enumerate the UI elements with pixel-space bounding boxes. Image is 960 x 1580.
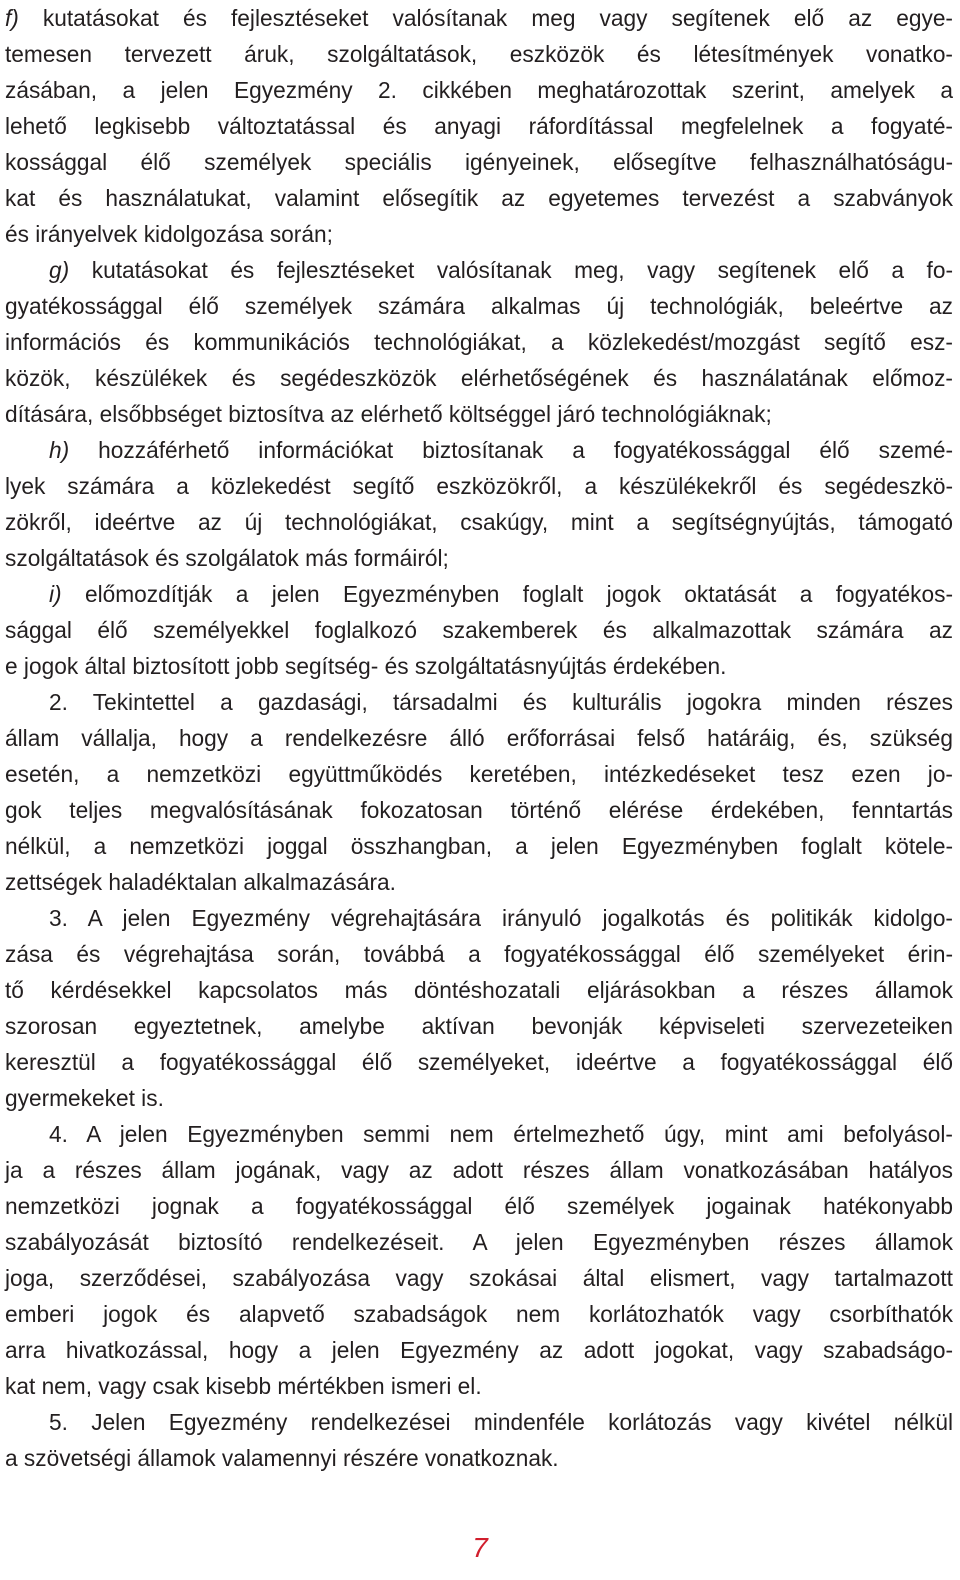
text-line: kossággal élő személyek speciális igényeinek, elősegítve felhasználhatóságu-	[5, 149, 953, 175]
text-line: 4. A jelen Egyezményben semmi nem értelmezhető úgy, mint ami befolyásol-	[49, 1121, 953, 1147]
line-text: kutatásokat és fejlesztéseket valósítanak meg vagy segítenek elő az egye-	[18, 5, 953, 31]
text-line: gok teljes megvalósításának fokozatosan történő elérése érdekében, fenntartás	[5, 797, 953, 823]
text-line: gyatékossággal élő személyek számára alkalmas új technológiák, beleértve az	[5, 293, 953, 319]
text-line	[5, 252, 953, 288]
text-line: információs és kommunikációs technológiákat, a közlekedést/mozgást segítő esz-	[5, 329, 953, 355]
text-line: esetén, a nemzetközi együttműködés keretében, intézkedéseket tesz ezen jo-	[5, 761, 953, 787]
text-line: temesen tervezett áruk, szolgáltatások, eszközök és létesítmények vonatko-	[5, 41, 953, 67]
text-line: szolgáltatások és szolgálatok más formáiról;	[5, 545, 449, 571]
text-line: zettségek haladéktalan alkalmazására.	[5, 869, 396, 895]
text-line: 5. Jelen Egyezmény rendelkezései mindenféle korlátozás vagy kivétel nélkül	[49, 1409, 953, 1435]
text-line: és irányelvek kidolgozása során;	[5, 221, 333, 247]
text-line: nélkül, a nemzetközi joggal összhangban, a jelen Egyezményben foglalt kötele-	[5, 833, 953, 859]
text-line	[5, 576, 953, 612]
text-line	[5, 0, 953, 36]
text-line: állam vállalja, hogy a rendelkezésre álló erőforrásai felső határáig, és, szükség	[5, 725, 953, 751]
text-line: tő kérdésekkel kapcsolatos más döntéshozatali eljárásokban a részes államok	[5, 977, 953, 1003]
text-line: lehető legkisebb változtatással és anyagi ráfordítással megfelelnek a fogyaté-	[5, 113, 953, 139]
text-line: zásában, a jelen Egyezmény 2. cikkében meghatározottak szerint, amelyek a	[5, 77, 953, 103]
text-line: zása és végrehajtása során, továbbá a fogyatékossággal élő személyeket érin-	[5, 941, 953, 967]
text-line: közök, készülékek és segédeszközök elérhetőségének és használatának előmoz-	[5, 365, 953, 391]
text-line: zökről, ideértve az új technológiákat, csakúgy, mint a segítségnyújtás, támogató	[5, 509, 953, 535]
text-line: ja a részes állam jogának, vagy az adott részes állam vonatkozásában hatályos	[5, 1157, 953, 1183]
text-line: szorosan egyeztetnek, amelybe aktívan bevonják képviseleti szervezeteiken	[5, 1013, 953, 1039]
text-line: kat nem, vagy csak kisebb mértékben ismeri el.	[5, 1373, 482, 1399]
text-line: keresztül a fogyatékossággal élő személyeket, ideértve a fogyatékossággal élő	[5, 1049, 953, 1075]
text-line: kat és használatukat, valamint elősegítik az egyetemes tervezést a szabványok	[5, 185, 953, 211]
text-line: dítására, elsőbbséget biztosítva az elérhető költséggel járó technológiáknak;	[5, 401, 772, 427]
text-line: nemzetközi jognak a fogyatékossággal élő személyek jogainak hatékonyabb	[5, 1193, 953, 1219]
list-marker: f)	[5, 5, 19, 31]
line-text: kutatásokat és fejlesztéseket valósítanak meg, vagy segítenek elő a fo-	[69, 257, 953, 283]
page-number: 7	[472, 1532, 488, 1563]
text-line: sággal élő személyekkel foglalkozó szakemberek és alkalmazottak számára az	[5, 617, 953, 643]
text-line: arra hivatkozással, hogy a jelen Egyezmény az adott jogokat, vagy szabadságo-	[5, 1337, 953, 1363]
text-line: emberi jogok és alapvető szabadságok nem korlátozhatók vagy csorbíthatók	[5, 1301, 953, 1327]
line-text: előmozdítják a jelen Egyezményben foglalt jogok oktatását a fogyatékos-	[61, 581, 953, 607]
text-line: 2. Tekintettel a gazdasági, társadalmi és kulturális jogokra minden részes	[49, 689, 953, 715]
text-line: e jogok által biztosított jobb segítség- és szolgáltatásnyújtás érdekében.	[5, 653, 727, 679]
text-line: lyek számára a közlekedést segítő eszközökről, a készülékekről és segédeszkö-	[5, 473, 953, 499]
list-marker: i)	[49, 581, 62, 607]
text-line	[5, 432, 953, 468]
text-line: joga, szerződései, szabályozása vagy szokásai által elismert, vagy tartalmazott	[5, 1265, 953, 1291]
text-line: 3. A jelen Egyezmény végrehajtására irányuló jogalkotás és politikák kidolgo-	[49, 905, 953, 931]
text-line: a szövetségi államok valamennyi részére vonatkoznak.	[5, 1445, 559, 1471]
text-line: szabályozását biztosító rendelkezéseit. A jelen Egyezményben részes államok	[5, 1229, 953, 1255]
list-marker: g)	[49, 257, 70, 283]
text-line: gyermekeket is.	[5, 1085, 164, 1111]
document-page	[5, 0, 953, 1476]
list-marker: h)	[49, 437, 70, 463]
line-text: hozzáférhető információkat biztosítanak a fogyatékossággal élő szemé-	[69, 437, 953, 463]
